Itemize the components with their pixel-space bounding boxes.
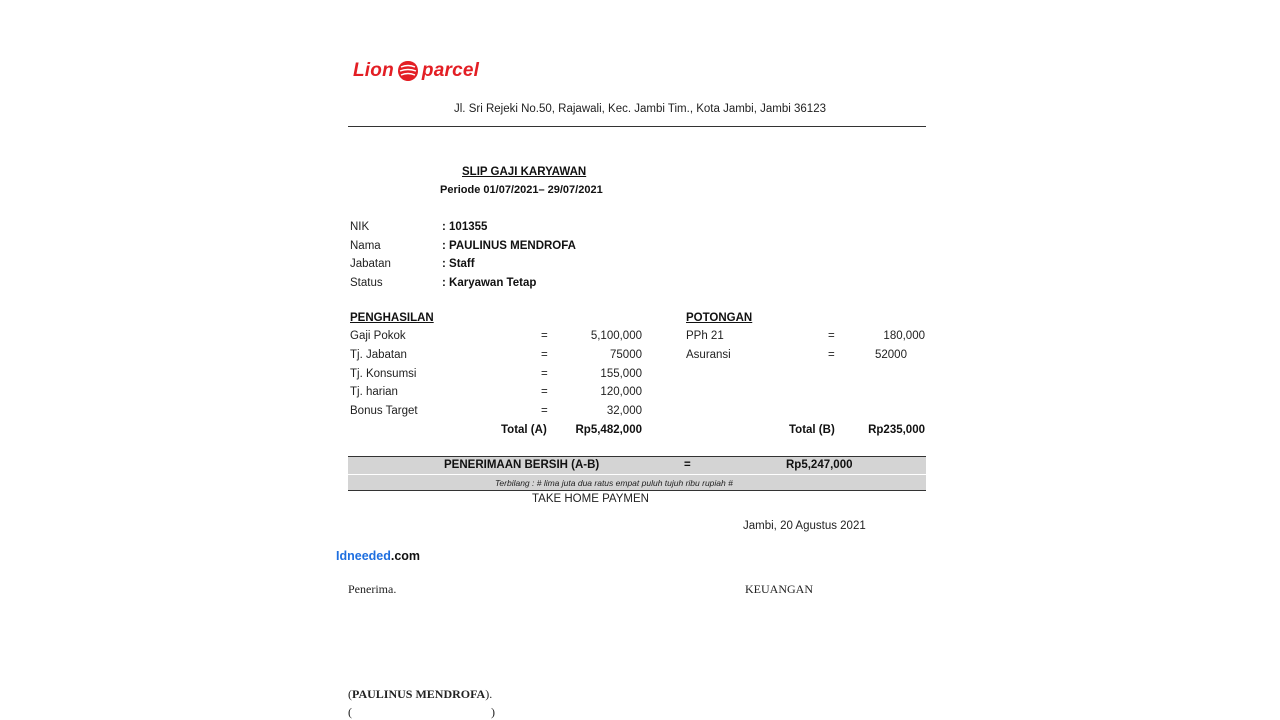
income-row-eq: = [541,386,548,398]
net-pay-value: Rp5,247,000 [786,459,853,471]
status-value: : Karyawan Tetap [442,277,537,289]
deduction-row-eq: = [828,330,835,342]
watermark-link[interactable] [336,549,420,563]
deduction-total-value: Rp235,000 [868,424,925,436]
header-divider [348,126,926,127]
watermark-main: Idneeded [336,549,391,563]
income-total-label: Total (A) [501,424,547,436]
income-row-eq: = [541,330,548,342]
finance-label: KEUANGAN [745,582,813,596]
watermark-suffix: .com [390,549,421,563]
slip-period: Periode 01/07/2021– 29/07/2021 [440,184,603,196]
deduction-row-amount: 180,000 [883,330,925,342]
net-pay-label: PENERIMAAN BERSIH (A-B) [444,459,600,471]
deduction-header: POTONGAN [686,312,753,324]
income-row-amount: 5,100,000 [590,330,642,342]
income-row-eq: = [541,405,548,417]
place-date: Jambi, 20 Agustus 2021 [743,520,866,532]
name-value: : PAULINUS MENDROFA [442,240,576,252]
income-row-eq: = [541,368,548,380]
deduction-total-label: Total (B) [789,424,835,436]
income-row-label: Bonus Target [350,405,418,417]
income-row-label: Tj. Jabatan [350,349,407,361]
slip-title: SLIP GAJI KARYAWAN [462,166,587,178]
deduction-row-eq: = [828,349,835,361]
deduction-row-label: Asuransi [686,349,731,361]
income-header: PENGHASILAN [350,312,434,324]
deduction-row-label: PPh 21 [686,330,724,342]
income-row-label: Gaji Pokok [350,330,406,342]
logo-text-parcel: parcel [421,60,480,81]
position-value: : Staff [442,258,475,270]
paren-close: ). [485,687,493,701]
terbilang-text: Terbilang : # lima juta dua ratus empat puluh tujuh ribu rupiah # [495,478,733,488]
blank-signature-close: ) [491,705,495,719]
income-total-value: Rp5,482,000 [575,424,642,436]
position-label: Jabatan [350,258,391,270]
company-address: Jl. Sri Rejeki No.50, Rajawali, Kec. Jambi Tim., Kota Jambi, Jambi 36123 [454,103,826,115]
income-row-amount: 155,000 [600,368,642,380]
deduction-row-amount: 52000 [875,349,907,361]
status-label: Status [350,277,383,289]
take-home-label: TAKE HOME PAYMEN [532,493,649,505]
nik-label: NIK [350,221,370,233]
net-pay-eq: = [684,459,691,471]
income-row-eq: = [541,349,548,361]
receiver-signature-name [348,687,492,702]
receiver-label: Penerima. [348,582,397,596]
company-logo [353,60,479,82]
lion-head-icon [396,60,420,82]
name-label: Nama [350,240,381,252]
blank-signature-open: ( [348,705,352,719]
income-row-label: Tj. harian [350,386,398,398]
income-row-amount: 32,000 [606,405,642,417]
logo-text-lion: Lion [353,60,394,81]
paren-open: ( [348,687,352,701]
income-row-amount: 120,000 [600,386,642,398]
nik-value: : 101355 [442,221,488,233]
income-row-label: Tj. Konsumsi [350,368,417,380]
income-row-amount: 75000 [610,349,642,361]
receiver-name: PAULINUS MENDROFA [352,687,486,701]
